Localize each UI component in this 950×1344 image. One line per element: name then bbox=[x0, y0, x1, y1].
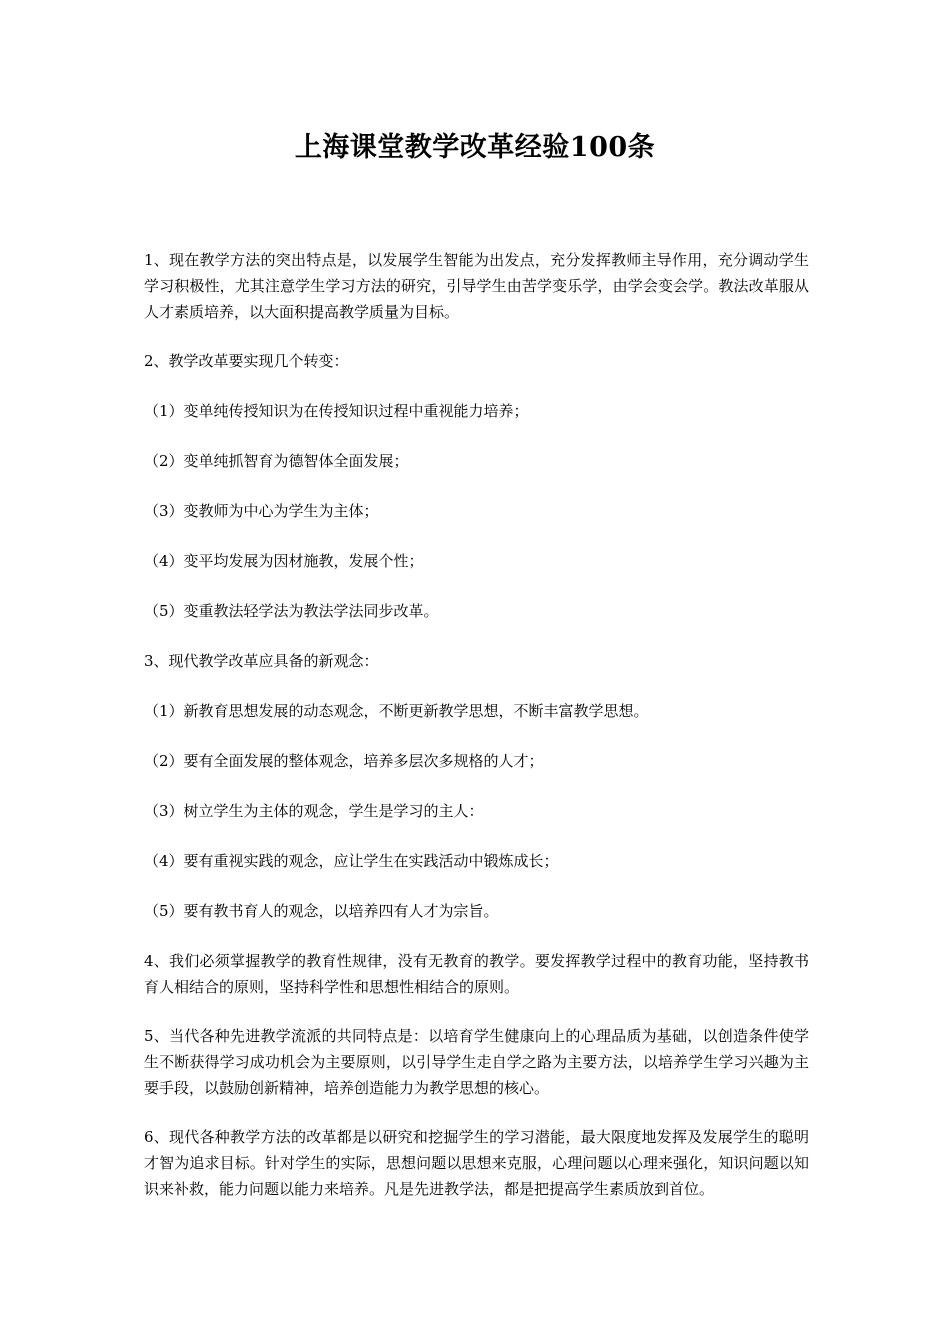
paragraph-6: 6、现代各种教学方法的改革都是以研究和挖掘学生的学习潜能，最大限度地发挥及发展学生的聪明才智为追求目标。针对学生的实际，思想问题以思想来克服，心理问题以心理来强化，知识问题以知识来补救，能力问题以能力来培养。凡是先进教学法，都是把提高学生素质放到首位。 bbox=[144, 1128, 809, 1198]
paragraph-3-item-1: （1）新教育思想发展的动态观念，不断更新教学思想，不断丰富教学思想。 bbox=[144, 702, 649, 720]
paragraph-2-item-2: （2）变单纯抓智育为德智体全面发展； bbox=[144, 452, 409, 470]
paragraph-3-item-4: （4）要有重视实践的观念，应让学生在实践活动中锻炼成长； bbox=[144, 852, 559, 870]
paragraph-2-item-3: （3）变教师为中心为学生为主体； bbox=[144, 502, 379, 520]
paragraph-2-item-1: （1）变单纯传授知识为在传授知识过程中重视能力培养； bbox=[144, 402, 529, 420]
paragraph-3-item-3: （3）树立学生为主体的观念，学生是学习的主人： bbox=[144, 802, 484, 820]
paragraph-2-item-4: （4）变平均发展为因材施教，发展个性； bbox=[144, 552, 424, 570]
paragraph-3-item-5: （5）要有教书育人的观念，以培养四有人才为宗旨。 bbox=[144, 902, 499, 920]
paragraph-3-item-2: （2）要有全面发展的整体观念，培养多层次多规格的人才； bbox=[144, 752, 544, 770]
paragraph-3-heading: 3、现代教学改革应具备的新观念： bbox=[144, 652, 379, 670]
paragraph-2-heading: 2、教学改革要实现几个转变： bbox=[144, 352, 349, 370]
paragraph-5: 5、当代各种先进教学流派的共同特点是：以培育学生健康向上的心理品质为基础，以创造条件使学生不断获得学习成功机会为主要原则，以引导学生走自学之路为主要方法，以培养学生学习兴趣为主要手段，以鼓励创新精神，培养创造能力为教学思想的核心。 bbox=[144, 1027, 809, 1097]
paragraph-4: 4、我们必须掌握教学的教育性规律，没有无教育的教学。要发挥教学过程中的教育功能，坚持教书育人相结合的原则，坚持科学性和思想性相结合的原则。 bbox=[144, 952, 809, 996]
document-title: 上海课堂教学改革经验100条 bbox=[294, 132, 656, 163]
paragraph-2-item-5: （5）变重教法轻学法为教法学法同步改革。 bbox=[144, 602, 439, 620]
document-body bbox=[144, 247, 809, 1225]
paragraph-1: 1、现在教学方法的突出特点是，以发展学生智能为出发点，充分发挥教师主导作用，充分调动学生学习积极性，尤其注意学生学习方法的研究，引导学生由苦学变乐学，由学会变会学。教法改革服从人才素质培养，以大面积提高教学质量为目标。 bbox=[144, 251, 809, 321]
